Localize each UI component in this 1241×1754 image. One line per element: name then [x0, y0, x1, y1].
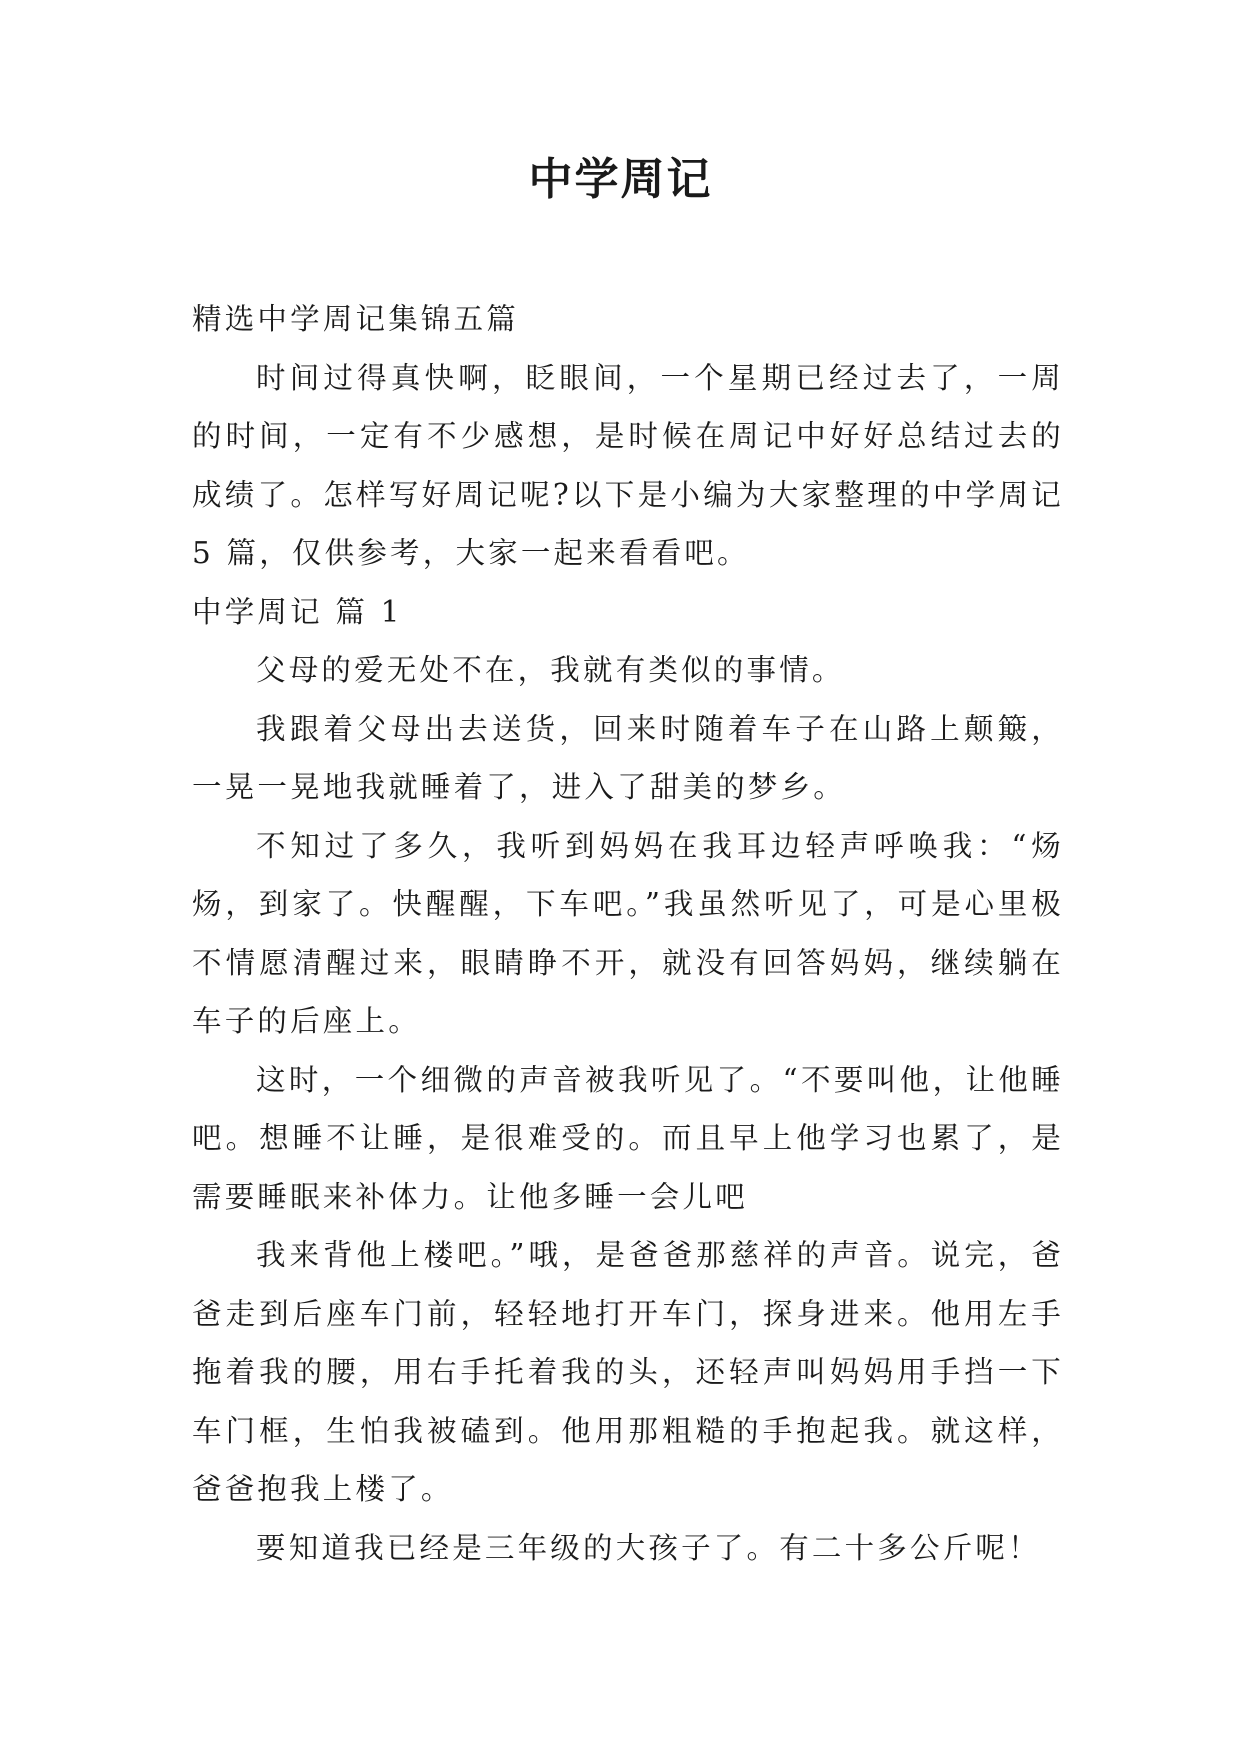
- intro-paragraph: 时间过得真快啊，眨眼间，一个星期已经过去了，一周的时间，一定有不少感想，是时候在周记中好好总结过去的成绩了。怎样写好周记呢?以下是小编为大家整理的中学周记 5 篇，仅供参考，大家一起来看看吧。: [192, 360, 1064, 570]
- section-heading: 中学周记 篇 1: [192, 594, 403, 629]
- document-title: 中学周记: [528, 154, 713, 205]
- body-paragraph: 不知过了多久，我听到妈妈在我耳边轻声呼唤我：“炀炀，到家了。快醒醒，下车吧。”我虽然听见了，可是心里极不情愿清醒过来，眼睛睁不开，就没有回答妈妈，继续躺在车子的后座上。: [192, 828, 1064, 1038]
- body-paragraph: 要知道我已经是三年级的大孩子了。有二十多公斤呢！: [256, 1530, 1041, 1565]
- body-paragraph: 这时，一个细微的声音被我听见了。“不要叫他，让他睡吧。想睡不让睡，是很难受的。而且早上他学习也累了，是需要睡眠来补体力。让他多睡一会儿吧: [192, 1062, 1064, 1214]
- document-body: [192, 290, 1064, 1577]
- body-paragraph: 父母的爱无处不在，我就有类似的事情。: [256, 653, 845, 687]
- body-paragraph: 我跟着父母出去送货，回来时随着车子在山路上颠簸，一晃一晃地我就睡着了，进入了甜美的梦乡。: [192, 711, 1064, 804]
- body-paragraph: 我来背他上楼吧。”哦，是爸爸那慈祥的声音。说完，爸爸走到后座车门前，轻轻地打开车门，探身进来。他用左手拖着我的腰，用右手托着我的头，还轻声叫妈妈用手挡一下车门框，生怕我被磕到。他用那粗糙的手抱起我。就这样，爸爸抱我上楼了。: [192, 1238, 1064, 1506]
- document-subtitle: 精选中学周记集锦五篇: [192, 302, 520, 336]
